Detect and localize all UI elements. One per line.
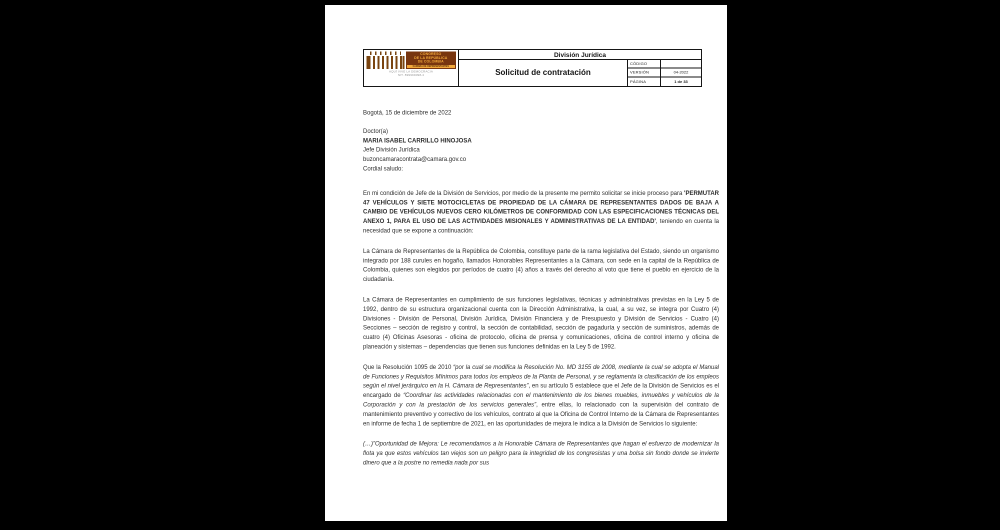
paragraph-1-post: , teniendo en cuenta la necesidad que se expone a continuación: (363, 217, 720, 234)
meta-row-pagina (628, 77, 701, 86)
paragraph-4-quote2: “Coordinar las actividades relacionadas con el mantenimiento de los bienes muebles, inmuebles y vehículos de la Corporación y con la prestación de los servicios generales” (363, 391, 719, 408)
pagina-label: PÁGINA (628, 77, 661, 86)
version-value: 04-2022 (673, 70, 689, 75)
version-label: VERSIÓN (628, 69, 661, 77)
capitol-bars-icon (366, 56, 404, 69)
letterhead-lower (459, 60, 701, 86)
recipient-email: buzoncamaracontrata@camara.gov.co (363, 155, 467, 163)
paragraph-4-pre: Que la Resolución 1095 de 2010 (363, 363, 454, 371)
codigo-value (661, 60, 701, 68)
capitol-dots-icon (370, 52, 401, 56)
org-name-line3: DE COLOMBIA (417, 60, 444, 64)
meta-row-codigo (628, 60, 701, 69)
logo-tagline-2: NIT. 899999098-4 (397, 74, 425, 78)
paragraph-2: La Cámara de Representantes de la República de Colombia, constituye parte de la rama legislativa del Estado, siendo un organismo integrado por 188 curules en hogaño, llamados Honorables Representantes a la Cámara, con sede en la capital de la República de Colombia, quienes son elegidos por períodos de cuatro (4) años a través del derecho al voto que tiene el pueblo en ejercicio de la ciudadanía. (363, 247, 719, 283)
capitol-columns-icon (366, 52, 404, 70)
congress-logo-top (366, 52, 456, 70)
org-name-line1: CONGRESO (420, 52, 442, 57)
logo-taglines (389, 71, 433, 78)
paragraph-1-pre: En mi condición de Jefe de la División de Servicios, por medio de la presente me permito solicitar se inicie proceso para (363, 189, 685, 197)
org-name-line2: DE LA REPÚBLICA (414, 56, 448, 60)
org-name-subline: CÁMARA DE REPRESENTANTES (407, 65, 455, 68)
letter-body (363, 108, 719, 467)
paragraph-4-quote1: “por la cual se modifica la Resolución No. MD 3155 de 2008, mediante la cual se adopta el Manual de Funciones y Requisitos Mínimos para todos los empleos de la Planta de Personal, y se reglamenta la clasificación de los empleos según el nivel jerárquico en la H. Cámara de Representantes” (363, 363, 719, 390)
congress-logo (364, 50, 459, 86)
paragraph-4 (363, 362, 719, 428)
congress-name-box (406, 52, 456, 70)
paragraph-1-bold-quote: 'PERMUTAR 47 VEHÍCULOS Y SIETE MOTOCICLETAS DE PROPIEDAD DE LA CÁMARA DE REPRESENTANTES DADOS DE BAJA A CAMBIO DE VEHÍCULOS NUEVOS CERO KILÓMETROS DE CONFORMIDAD CON LAS ESPECIFICACIONES TÉCNICAS DEL ANEXO 1, PARA EL USO DE LAS ACTIVIDADES MISIONALES Y ADMINISTRATIVAS DE LA ENTIDAD' (363, 189, 719, 225)
paragraph-4-mid: , en su artículo 5 establece que el Jefe de la División de Servicios es el encargado de (363, 382, 719, 399)
paragraph-4-post: , entre ellas, lo relacionado con la supervisión del contrato de mantenimiento preventivo y correctivo de los vehículos, contrato al que la Oficina de Control Interno de la Cámara de Representantes en informe de fecha 1 de septiembre de 2021, en las oportunidades de mejora le indica a la División de Servicios lo siguiente: (363, 400, 719, 427)
greeting: Cordial saludo: (363, 164, 404, 172)
codigo-label: CÓDIGO (628, 60, 661, 68)
letterhead-right (459, 50, 701, 86)
document-page-content (325, 49, 727, 521)
paragraph-5: (…)”Oportunidad de Mejora: Le recomendamos a la Honorable Cámara de Representantes que hagan el esfuerzo de modernizar la flota ya que estos vehículos tan viejos son un peligro para la integridad de los congresistas y una bolsa sin fondo donde se invierte dinero que a la postre no remedia nada por sus (363, 440, 719, 466)
recipient-title: Jefe División Jurídica (363, 146, 420, 154)
salutation: Doctor(a) (363, 127, 389, 135)
date-line: Bogotá, 15 de diciembre de 2022 (363, 109, 452, 116)
document-title: Solicitud de contratación (459, 60, 628, 86)
recipient-name: MARIA ISABEL CARRILLO HINOJOSA (363, 136, 472, 144)
paragraph-3: La Cámara de Representantes en cumplimiento de sus funciones legislativas, técnicas y administrativas previstas en la Ley 5 de 1992, dentro de su estructura organizacional cuenta con la Dirección Administrativa, la cual, a su vez, se integra por Cuatro (4) Divisiones - División de Personal, División Jurídica, División Financiera y de Presupuesto y División de Servicios - Cuatro (4) Secciones – sección de registro y control, la sección de contabilidad, sección de pagaduría y sección de suministros, además de cuatro (4) Oficinas Asesoras - oficina de protocolo, oficina de prensa y comunicaciones, oficina de control interno y oficina de planeación y sistemas – dependencias que tienen sus funciones definidas en la Ley 5 de 1992. (363, 295, 719, 350)
recipient-block (363, 126, 719, 173)
pagina-value: 1 de 33 (674, 79, 688, 84)
document-meta-table (628, 60, 701, 86)
logo-tagline-1: AQUÍ VIVE LA DEMOCRACIA (389, 70, 433, 74)
document-page (325, 5, 727, 521)
letterhead-table (363, 49, 702, 87)
meta-row-version (628, 69, 701, 78)
paragraph-1 (363, 188, 719, 235)
division-title: División Jurídica (459, 50, 701, 60)
